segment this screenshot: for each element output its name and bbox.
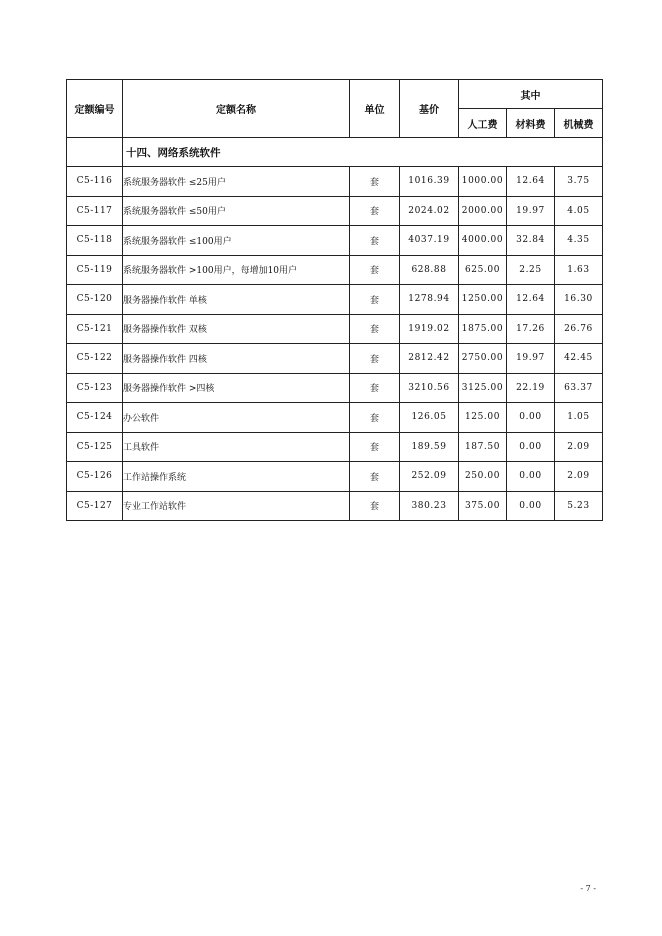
- row-unit: 套: [350, 285, 400, 315]
- table-row: [67, 373, 603, 403]
- table-row: [67, 314, 603, 344]
- page-number: - 7 -: [580, 884, 596, 893]
- row-name: 系统服务器软件 ≤100用户: [123, 226, 350, 256]
- row-base-price: 3210.56: [400, 373, 459, 403]
- row-code: C5-124: [67, 403, 123, 433]
- row-labor: 4000.00: [459, 226, 507, 256]
- row-name: 系统服务器软件 ≤25用户: [123, 167, 350, 197]
- row-base-price: 1016.39: [400, 167, 459, 197]
- row-material: 17.26: [507, 314, 555, 344]
- row-labor: 1250.00: [459, 285, 507, 315]
- row-material: 2.25: [507, 255, 555, 285]
- row-base-price: 4037.19: [400, 226, 459, 256]
- header-unit: 单位: [350, 80, 400, 138]
- row-code: C5-121: [67, 314, 123, 344]
- section-row: [67, 138, 603, 167]
- header-code: 定额编号: [67, 80, 123, 138]
- quota-table: [66, 79, 603, 521]
- row-unit: 套: [350, 255, 400, 285]
- header-name: 定额名称: [123, 80, 350, 138]
- row-machine: 1.05: [555, 403, 603, 433]
- row-material: 0.00: [507, 403, 555, 433]
- row-name: 专业工作站软件: [123, 491, 350, 521]
- row-unit: 套: [350, 432, 400, 462]
- row-labor: 187.50: [459, 432, 507, 462]
- header-machine: 机械费: [555, 109, 603, 138]
- row-code: C5-119: [67, 255, 123, 285]
- row-material: 32.84: [507, 226, 555, 256]
- row-code: C5-123: [67, 373, 123, 403]
- table-row: [67, 226, 603, 256]
- row-machine: 2.09: [555, 432, 603, 462]
- row-unit: 套: [350, 403, 400, 433]
- row-machine: 26.76: [555, 314, 603, 344]
- row-base-price: 2812.42: [400, 344, 459, 374]
- row-labor: 1875.00: [459, 314, 507, 344]
- row-name: 服务器操作软件 >四核: [123, 373, 350, 403]
- row-material: 12.64: [507, 167, 555, 197]
- row-material: 0.00: [507, 462, 555, 492]
- row-code: C5-118: [67, 226, 123, 256]
- row-base-price: 1919.02: [400, 314, 459, 344]
- row-name: 服务器操作软件 单核: [123, 285, 350, 315]
- row-material: 0.00: [507, 432, 555, 462]
- row-machine: 63.37: [555, 373, 603, 403]
- row-code: C5-127: [67, 491, 123, 521]
- row-unit: 套: [350, 226, 400, 256]
- row-material: 19.97: [507, 344, 555, 374]
- row-code: C5-120: [67, 285, 123, 315]
- row-name: 系统服务器软件 >100用户，每增加10用户: [123, 255, 350, 285]
- table-row: [67, 167, 603, 197]
- row-labor: 2000.00: [459, 196, 507, 226]
- row-name: 办公软件: [123, 403, 350, 433]
- row-name: 工具软件: [123, 432, 350, 462]
- row-code: C5-117: [67, 196, 123, 226]
- header-labor: 人工费: [459, 109, 507, 138]
- row-code: C5-122: [67, 344, 123, 374]
- row-unit: 套: [350, 344, 400, 374]
- row-unit: 套: [350, 314, 400, 344]
- row-base-price: 2024.02: [400, 196, 459, 226]
- row-base-price: 628.88: [400, 255, 459, 285]
- row-labor: 125.00: [459, 403, 507, 433]
- header-material: 材料费: [507, 109, 555, 138]
- row-code: C5-126: [67, 462, 123, 492]
- row-base-price: 1278.94: [400, 285, 459, 315]
- table-row: [67, 432, 603, 462]
- row-name: 工作站操作系统: [123, 462, 350, 492]
- row-machine: 2.09: [555, 462, 603, 492]
- row-machine: 42.45: [555, 344, 603, 374]
- row-unit: 套: [350, 491, 400, 521]
- row-labor: 375.00: [459, 491, 507, 521]
- table-row: [67, 196, 603, 226]
- row-machine: 3.75: [555, 167, 603, 197]
- section-empty-cell: [67, 138, 123, 167]
- row-unit: 套: [350, 462, 400, 492]
- row-base-price: 252.09: [400, 462, 459, 492]
- row-code: C5-116: [67, 167, 123, 197]
- row-unit: 套: [350, 196, 400, 226]
- header-of-which: 其中: [459, 80, 603, 109]
- header-base-price: 基价: [400, 80, 459, 138]
- table-row: [67, 285, 603, 315]
- row-machine: 4.35: [555, 226, 603, 256]
- table-row: [67, 462, 603, 492]
- row-material: 12.64: [507, 285, 555, 315]
- row-machine: 5.23: [555, 491, 603, 521]
- row-labor: 1000.00: [459, 167, 507, 197]
- section-title: 十四、网络系统软件: [123, 138, 603, 167]
- row-unit: 套: [350, 373, 400, 403]
- row-machine: 1.63: [555, 255, 603, 285]
- row-machine: 4.05: [555, 196, 603, 226]
- row-name: 系统服务器软件 ≤50用户: [123, 196, 350, 226]
- row-unit: 套: [350, 167, 400, 197]
- table-row: [67, 344, 603, 374]
- row-material: 22.19: [507, 373, 555, 403]
- row-base-price: 380.23: [400, 491, 459, 521]
- row-labor: 3125.00: [459, 373, 507, 403]
- row-labor: 2750.00: [459, 344, 507, 374]
- row-base-price: 126.05: [400, 403, 459, 433]
- row-labor: 250.00: [459, 462, 507, 492]
- row-name: 服务器操作软件 四核: [123, 344, 350, 374]
- table-row: [67, 491, 603, 521]
- row-machine: 16.30: [555, 285, 603, 315]
- row-labor: 625.00: [459, 255, 507, 285]
- row-material: 0.00: [507, 491, 555, 521]
- table-row: [67, 255, 603, 285]
- table-row: [67, 403, 603, 433]
- row-material: 19.97: [507, 196, 555, 226]
- row-name: 服务器操作软件 双核: [123, 314, 350, 344]
- row-code: C5-125: [67, 432, 123, 462]
- row-base-price: 189.59: [400, 432, 459, 462]
